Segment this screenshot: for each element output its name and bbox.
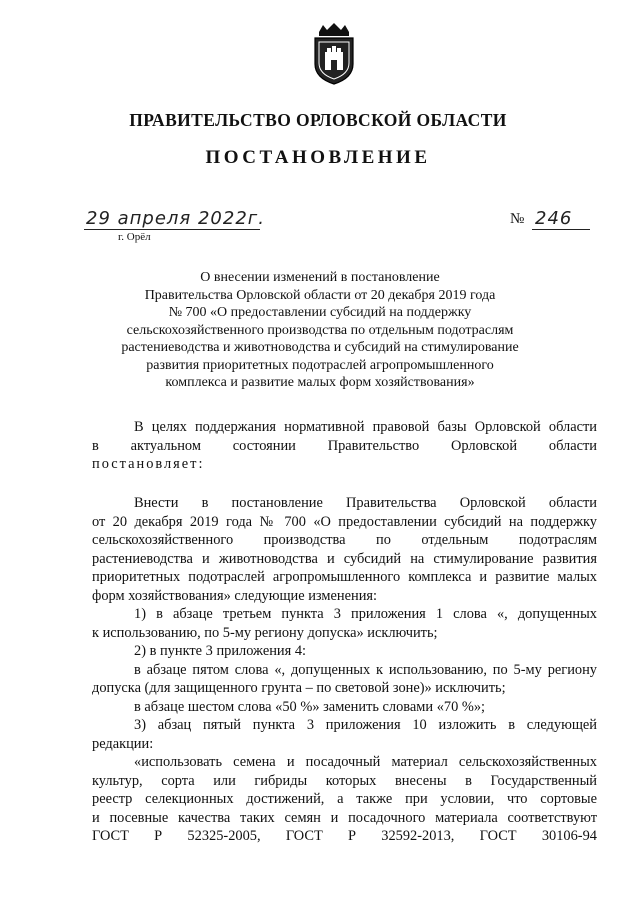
body-line: сельскохозяйственного производства по отдельным подотраслям xyxy=(92,532,597,548)
quoted-text-line: «использовать семена и посадочный материал сельскохозяйственных xyxy=(134,754,597,770)
body-line: форм хозяйствования» следующие изменения: xyxy=(92,587,378,604)
subject-line: О внесении изменений в постановление xyxy=(200,270,440,285)
organization-name: ПРАВИТЕЛЬСТВО ОРЛОВСКОЙ ОБЛАСТИ xyxy=(129,110,507,130)
subject-line: № 700 «О предоставлении субсидий на поддержку xyxy=(168,305,472,320)
preamble-line: В целях поддержания нормативной правовой базы Орловской области xyxy=(134,419,597,435)
quoted-text-line: культур, сорта или гибриды которых внесены в Государственный xyxy=(92,772,597,789)
body-line: Внести в постановление Правительства Орловской области xyxy=(134,495,597,511)
quoted-text-line: и посевные качества таких семян и посадочного материала соответствуют xyxy=(92,809,597,826)
body-line: к использованию, по 5-му региону допуска» исключить; xyxy=(92,624,438,641)
preamble xyxy=(92,418,597,474)
document-subject xyxy=(110,269,530,392)
handwritten-number: 246 xyxy=(535,208,573,229)
amendment-2: 2) в пункте 3 приложения 4: xyxy=(134,643,307,659)
amendment-3: 3) абзац пятый пункта 3 приложения 10 изложить в следующей xyxy=(134,717,597,733)
body-line: в абзаце пятом слова «, допущенных к использованию, по 5-му региону xyxy=(134,661,597,678)
quoted-text-line: ГОСТ Р 52325-2005, ГОСТ Р 32592-2013, ГОСТ 30106-94 xyxy=(92,828,597,844)
body-line: в абзаце шестом слова «50 %» заменить словами «70 %»; xyxy=(134,698,486,715)
handwritten-date: 29 апреля 2022г. xyxy=(86,208,265,229)
body-line: растениеводства и животноводства и субсидий на стимулирование развития xyxy=(92,550,597,567)
body-line: редакции: xyxy=(92,735,154,752)
number-underline xyxy=(532,229,590,230)
quoted-text-line: реестр селекционных достижений, а также при условии, что сортовые xyxy=(92,791,597,807)
number-sign: № xyxy=(510,211,525,227)
document-type: ПОСТАНОВЛЕНИЕ xyxy=(205,147,431,168)
body-line: приоритетных подотраслей агропромышленного комплекса и развитие малых xyxy=(92,569,597,585)
amendment-1: 1) в абзаце третьем пункта 3 приложения 1 слова «, допущенных xyxy=(134,606,597,622)
body-line: от 20 декабря 2019 года № 700 «О предоставлении субсидий на поддержку xyxy=(92,513,597,530)
document-body xyxy=(92,494,597,846)
subject-line: развития приоритетных подотраслей агропромышленного xyxy=(146,357,494,373)
preamble-decree-word: постановляет: xyxy=(92,456,205,472)
city-label: г. Орёл xyxy=(118,231,151,243)
subject-line: Правительства Орловской области от 20 декабря 2019 года xyxy=(144,287,496,303)
body-line: допуска (для защищенного грунта – по световой зоне)» исключить; xyxy=(92,680,506,696)
subject-line: сельскохозяйственного производства по отдельным подотраслям xyxy=(126,322,514,338)
subject-line: комплекса и развитие малых форм хозяйствования» xyxy=(165,375,475,390)
subject-line: растениеводства и животноводства и субсидий на стимулирование xyxy=(121,340,519,355)
preamble-line: в актуальном состоянии Правительство Орловской области xyxy=(92,437,597,454)
date-underline xyxy=(84,229,260,230)
coat-of-arms-emblem xyxy=(309,22,359,86)
